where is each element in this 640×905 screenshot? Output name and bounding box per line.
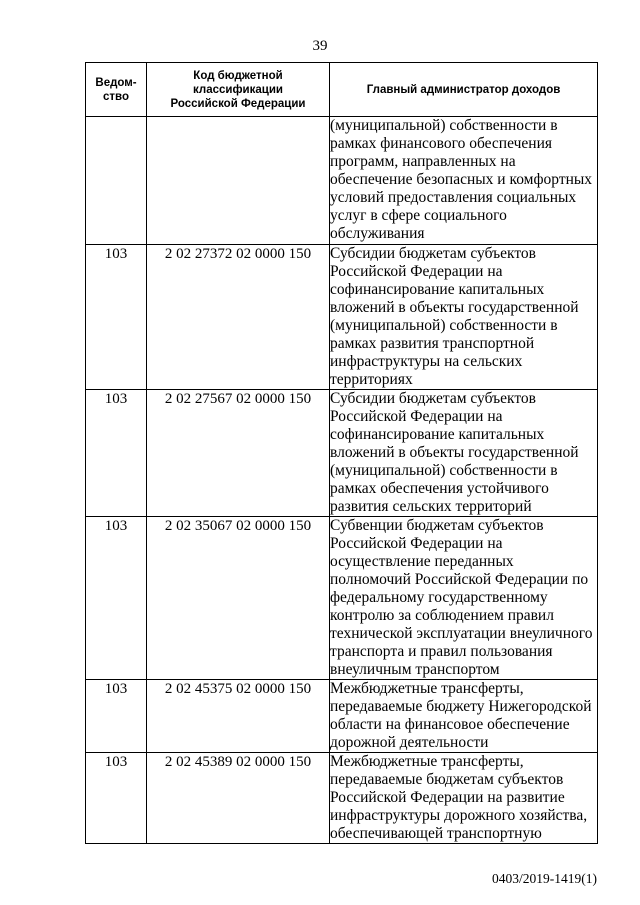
table-row <box>86 390 598 517</box>
code-cell: 2 02 27372 02 0000 150 <box>147 245 330 390</box>
dept-cell: 103 <box>86 753 147 844</box>
dept-cell: 103 <box>86 517 147 680</box>
table-header-row <box>86 63 598 117</box>
table-row <box>86 245 598 390</box>
header-code: Код бюджетной классификации Российской Федерации <box>147 63 330 117</box>
header-admin: Главный администратор доходов <box>330 63 598 117</box>
code-cell: 2 02 35067 02 0000 150 <box>147 517 330 680</box>
header-dept: Ведом- ство <box>86 63 147 117</box>
dept-cell: 103 <box>86 390 147 517</box>
description-cell: Субсидии бюджетам субъектов Российской Федерации на софинансирование капитальных вложений в объекты государственной (муниципальной) собственности в рамках обеспечения устойчивого развития сельских территорий <box>330 390 598 517</box>
description-cell: Межбюджетные трансферты, передаваемые бюджету Нижегородской области на финансовое обеспечение дорожной деятельности <box>330 680 598 753</box>
description-cell: Субвенции бюджетам субъектов Российской Федерации на осуществление переданных полномочий Российской Федерации по федеральному государственному контролю за соблюдением правил технической эксплуатации внеуличного транспорта и правил пользования внеуличным транспортом <box>330 517 598 680</box>
dept-cell: 103 <box>86 680 147 753</box>
table-row <box>86 517 598 680</box>
code-cell: 2 02 27567 02 0000 150 <box>147 390 330 517</box>
table-row <box>86 753 598 844</box>
description-cell: Субсидии бюджетам субъектов Российской Федерации на софинансирование капитальных вложений в объекты государственной (муниципальной) собственности в рамках развития транспортной инфраструктуры на сельских территориях <box>330 245 598 390</box>
code-cell: 2 02 45375 02 0000 150 <box>147 680 330 753</box>
document-number: 0403/2019-1419(1) <box>492 871 597 886</box>
table-row <box>86 117 598 245</box>
dept-cell: 103 <box>86 245 147 390</box>
description-cell: Межбюджетные трансферты, передаваемые бюджетам субъектов Российской Федерации на развитие инфраструктуры дорожного хозяйства, обеспечивающей транспортную <box>330 753 598 844</box>
table-row <box>86 680 598 753</box>
budget-classification-table <box>85 62 598 844</box>
description-cell: (муниципальной) собственности в рамках финансового обеспечения программ, направленных на обеспечение безопасных и комфортных условий предоставления социальных услуг в сфере социального обслуживания <box>330 117 598 245</box>
page-number: 39 <box>312 38 328 54</box>
code-cell <box>147 117 330 245</box>
code-cell: 2 02 45389 02 0000 150 <box>147 753 330 844</box>
dept-cell <box>86 117 147 245</box>
